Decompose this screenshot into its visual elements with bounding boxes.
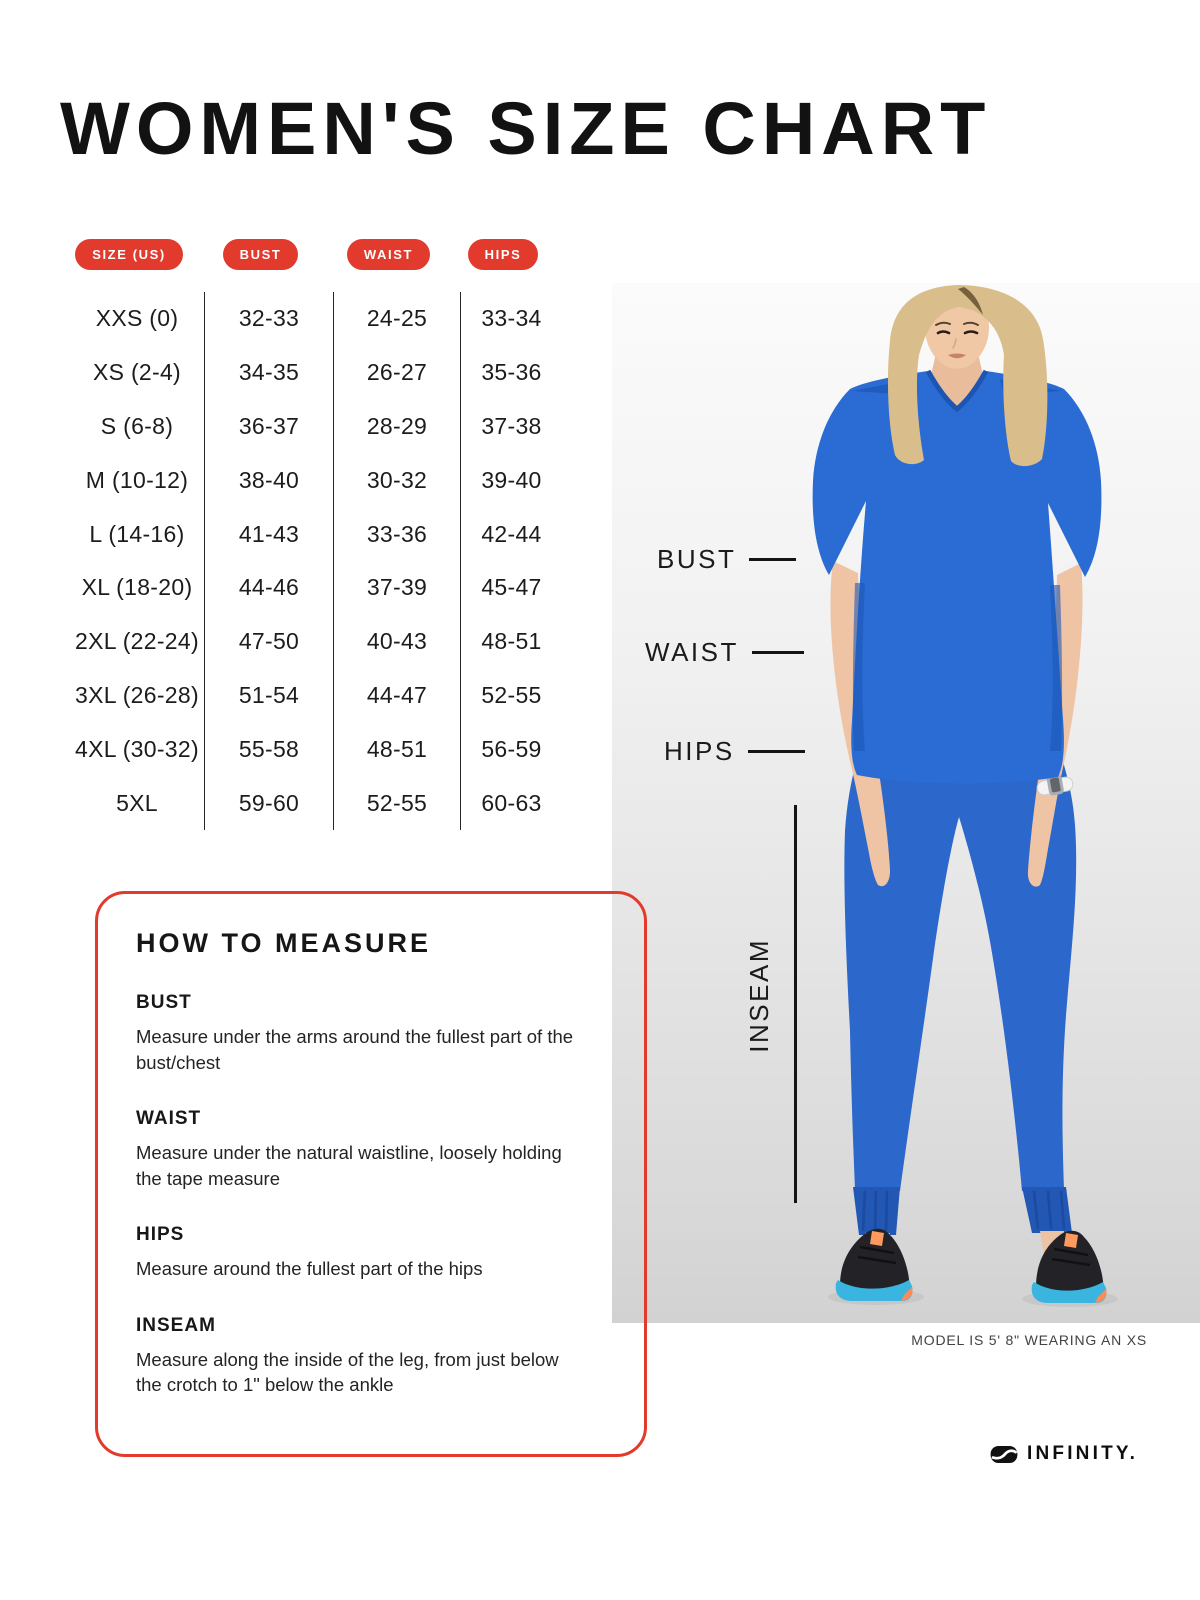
model-photo	[612, 283, 1200, 1323]
hips-cell: 33-34	[460, 292, 562, 346]
bust-cell: 55-58	[204, 722, 333, 776]
figure-hips-label: HIPS	[664, 736, 735, 766]
figure-bust-callout	[657, 544, 796, 575]
size-cell: L (14-16)	[89, 520, 185, 547]
measure-bust-label: BUST	[136, 992, 192, 1013]
measure-waist-text: Measure under the natural waistline, loosely holding the tape measure	[136, 1142, 562, 1189]
bust-cell: 59-60	[204, 776, 333, 830]
hips-cell: 35-36	[460, 346, 562, 400]
how-to-measure-box	[95, 891, 647, 1457]
waist-cell: 52-55	[333, 776, 460, 830]
hips-cell: 45-47	[460, 561, 562, 615]
waist-cell: 44-47	[333, 669, 460, 723]
figure-hips-callout	[664, 736, 805, 767]
bust-cell: 51-54	[204, 669, 333, 723]
hips-cell: 48-51	[460, 615, 562, 669]
waist-cell: 24-25	[333, 292, 460, 346]
how-to-measure-title: HOW TO MEASURE	[136, 928, 432, 958]
page-title: WOMEN'S SIZE CHART	[60, 87, 992, 170]
figure-inseam-label: INSEAM	[744, 938, 774, 1053]
size-cell: XS (2-4)	[92, 359, 182, 386]
brand-wordmark: INFINITY.	[1027, 1443, 1139, 1464]
hips-cell: 39-40	[460, 453, 562, 507]
measure-hips-label: HIPS	[136, 1224, 185, 1246]
bust-cell: 36-37	[204, 400, 333, 454]
waist-pointer-line	[752, 651, 804, 654]
size-cell: XXS (0)	[95, 305, 179, 332]
bust-cell: 34-35	[204, 346, 333, 400]
hips-pointer-line	[748, 750, 805, 753]
bust-cell: 32-33	[204, 292, 333, 346]
hips-cell: 52-55	[460, 669, 562, 723]
size-cell: M (10-12)	[85, 466, 189, 493]
model-photo-illustration	[612, 283, 1200, 1323]
size-cell: 2XL (22-24)	[75, 628, 199, 655]
size-cell: 5XL	[116, 789, 158, 816]
size-cell: 4XL (30-32)	[75, 735, 199, 762]
size-cell: 3XL (26-28)	[75, 681, 199, 708]
waist-cell: 40-43	[333, 615, 460, 669]
waist-cell: 26-27	[333, 346, 460, 400]
column-header-size: SIZE (US)	[75, 239, 183, 270]
waist-cell: 33-36	[333, 507, 460, 561]
size-cell: XL (18-20)	[81, 574, 193, 601]
measure-bust-text: Measure under the arms around the fullest part of the bust/chest	[136, 1026, 574, 1073]
waist-cell: 48-51	[333, 722, 460, 776]
hips-cell: 60-63	[460, 776, 562, 830]
model-caption: MODEL IS 5' 8" WEARING AN XS	[911, 1332, 1147, 1348]
measure-hips-text: Measure around the fullest part of the hips	[136, 1258, 483, 1280]
column-header-hips: HIPS	[468, 239, 539, 270]
bust-pointer-line	[749, 558, 796, 561]
size-table-header	[62, 239, 554, 270]
figure-waist-callout	[645, 637, 804, 668]
bust-cell: 38-40	[204, 453, 333, 507]
waist-cell: 30-32	[333, 453, 460, 507]
hips-cell: 42-44	[460, 507, 562, 561]
measure-inseam-label: INSEAM	[136, 1314, 216, 1336]
column-header-bust: BUST	[223, 239, 299, 270]
inseam-pointer-line	[794, 805, 797, 1203]
figure-waist-label: WAIST	[645, 637, 739, 667]
hips-cell: 37-38	[460, 400, 562, 454]
bust-cell: 44-46	[204, 561, 333, 615]
figure-bust-label: BUST	[657, 544, 737, 574]
size-cell: S (6-8)	[100, 412, 174, 439]
hips-cell: 56-59	[460, 722, 562, 776]
column-header-waist: WAIST	[347, 239, 430, 270]
waist-cell: 28-29	[333, 400, 460, 454]
bust-cell: 41-43	[204, 507, 333, 561]
infinity-logo-icon	[990, 1445, 1018, 1464]
measure-waist-label: WAIST	[136, 1108, 202, 1130]
bust-cell: 47-50	[204, 615, 333, 669]
size-table	[70, 292, 562, 830]
waist-cell: 37-39	[333, 561, 460, 615]
brand-logo	[990, 1443, 1138, 1465]
measure-inseam-text: Measure along the inside of the leg, from just below the crotch to 1" below the ankle	[136, 1348, 559, 1396]
